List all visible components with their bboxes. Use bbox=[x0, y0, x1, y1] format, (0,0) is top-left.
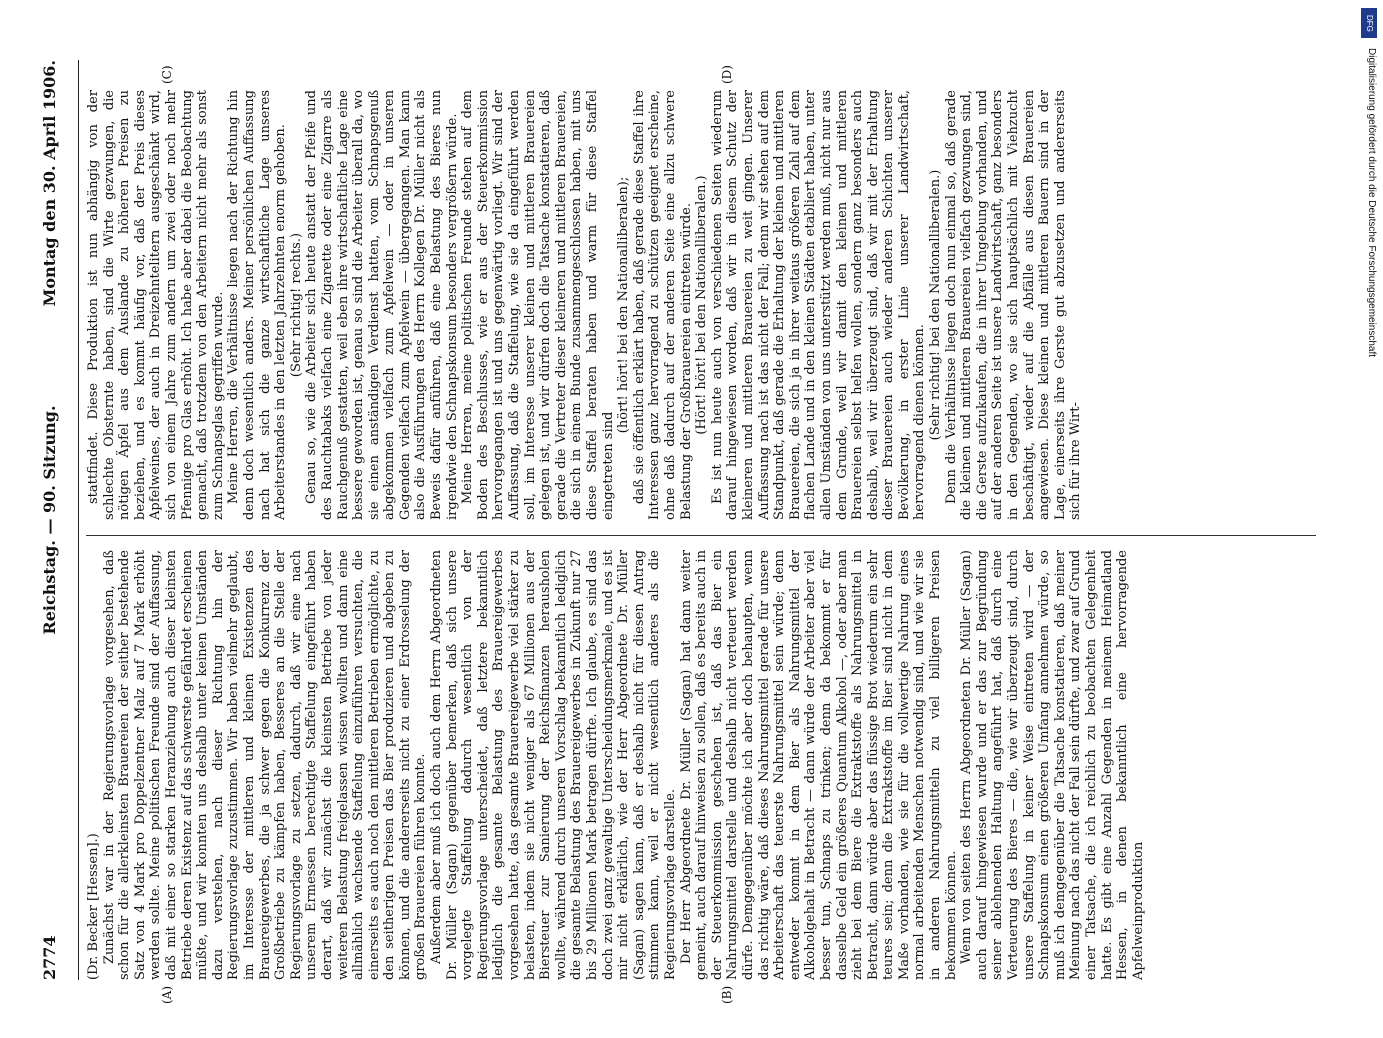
paragraph: Meine Herren, meine politischen Freunde stehen auf dem Boden des Beschlusses, wie er aus der Steuerkommission hervorgegangen ist und uns gegenwärtig vorliegt. Wir sind der Auffassung, daß die Staffelung, wie sie da eingeführt werden soll, im Interesse unserer kleinen und mittleren Brauereien gelegen ist, und wir dürfen doch die Tatsache konstatieren, daß gerade die Vertreter dieser kleineren und mittleren Brauereien, die sich in einem Bunde zusammengeschlossen haben, mit uns diese Staffel beraten haben und warm für diese Staffel eingetreten sind bbox=[460, 90, 616, 520]
interjection: (Sehr richtig! rechts.) bbox=[288, 232, 304, 378]
page-number: 2774 bbox=[40, 935, 59, 980]
paragraph: stattfindet. Diese Produktion ist nun abhängig von der schlechte Obsternte haben, sind die Wirte gezwungen, die nötigen Äpfel aus dem Auslande zu höheren Preisen zu beziehen, und es kommt häufig vor, daß der Preis dieses Apfelweines, der auch in Dreizehntelitern ausgeschänkt wird, sich von einem Jahre zum andern um zwei oder noch mehr Pfennige pro Glas erhöht. Ich habe aber dabei die Beobachtung gemacht, daß trotzdem von den Arbeitern nicht mehr als sonst zum Schnapsglas gegriffen wurde. bbox=[86, 90, 226, 520]
interjection: (hört! hört! bei den Nationalliberalen); bbox=[616, 176, 632, 434]
interjection: (Hört! hört! bei den Nationalliberalen.) bbox=[694, 175, 710, 435]
paragraph: daß sie öffentlich erklärt haben, daß gerade diese Staffel ihre Interessen ganz hervorragend zu schützen geeignet erscheine, ohne daß dadurch auf der anderen Seite eine allzu schwere Belastung der Großbrauereien eintreten würde. bbox=[631, 90, 694, 520]
rotated-newspaper-sheet bbox=[30, 60, 1330, 1004]
paragraph: Der Herr Abgeordnete Dr. Müller (Sagan) hat dann weiter gemeint, auch darauf hinweisen zu sollen, daß es bereits auch in der Steuerkommission geschehen ist, daß das Bier ein Nahrungsmittel darstelle und deshalb nicht verteuert werden dürfe. Demgegenüber möchte ich aber doch behaupten, wenn das richtig wäre, daß dieses Nahrungsmittel gerade für unsere Arbeiterschaft das teuerste Nahrungsmittel sein würde; denn entweder kommt in dem Bier als Nahrungsmittel der Alkoholgehalt in Betracht — dann würde der Arbeiter aber viel besser tun, Schnaps zu trinken; denn da bekommt er für dasselbe Geld ein größeres Quantum Alkohol —, oder aber man zieht bei dem Biere die Extraktstoffe als Nahrungsmittel in Betracht, dann würde aber das flüssige Brot wiederum ein sehr teures sein; denn die Extraktstoffe im Bier sind nicht in dem Maße vorhanden, wie sie für die vollwertige Nahrung eines normal arbeitenden Menschen notwendig sind, und wie wir sie in anderen Nahrungsmitteln zu viel billigeren Preisen bekommen können. bbox=[678, 550, 959, 980]
dfg-logo: DFG bbox=[1361, 8, 1377, 38]
column-divider bbox=[86, 535, 1316, 536]
margin-marker-b: (B) bbox=[720, 985, 734, 1004]
session-date: Montag den 30. April 1906. bbox=[40, 60, 59, 307]
paragraph: Außerdem aber muß ich doch auch dem Herrn Abgeordneten Dr. Müller (Sagan) gegenüber bemerken, daß sich unsere vorgelegte Staffelung dadurch wesentlich von der Regierungsvorlage unterscheidet, daß letztere bekanntlich lediglich die gesamte Belastung des Brauereigewerbes vorgesehen hatte, das gesamte Brauereigewerbe viel stärker zu belasten, indem sie nicht weniger als 67 Millionen aus der Biersteuer zur Sanierung der Reichsfinanzen herausholen wollte, während durch unseren Vorschlag bekanntlich lediglich die gesamte Belastung des Brauereigewerbes in Zukunft nur 27 bis 29 Millionen Mark betragen dürfte. Ich glaube, es sind das doch zwei ganz gewaltige Unterscheidungsmerkmale, und es ist mir nicht erklärlich, wie der Herr Abgeordnete Dr. Müller (Sagan) sagen kann, daß er deshalb nicht für diesen Antrag stimmen kann, weil er nicht wesentlich anderes als die Regierungsvorlage darstelle. bbox=[429, 550, 678, 980]
speaker-label: (Dr. Becker [Hessen].) bbox=[86, 833, 101, 980]
margin-marker-d: (D) bbox=[720, 65, 734, 84]
session-title: Reichstag. — 90. Sitzung. bbox=[40, 405, 59, 635]
margin-marker-c: (C) bbox=[160, 65, 174, 84]
left-text-column bbox=[86, 550, 1316, 980]
paragraph: Meine Herren, die Verhältnisse liegen nach der Richtung hin denn doch wesentlich anders. Meiner persönlichen Auffassung nach hat sich die ganze wirtschaftliche Lage unseres Arbeiterstandes in den letzten Jahrzehnten enorm gehoben. bbox=[226, 90, 289, 520]
page-header bbox=[30, 60, 79, 980]
credit-text: Digitalisierung gefördert durch die Deutsche Forschungsgemeinschaft bbox=[1366, 48, 1377, 358]
right-text-column bbox=[86, 90, 1316, 520]
paragraph: Genau so, wie die Arbeiter sich heute anstatt der Pfeife und des Rauchtabaks vielfach eine Zigarette oder eine Zigarre als Rauchgenuß gestatten, weil eben ihre wirtschaftliche Lage eine bessere geworden ist, genau so sind die Arbeiter überall da, wo sie einen anständigen Verdienst hatten, vom Schnapsgenuß abgekommen vielfach zum Apfelwein — oder in unseren Gegenden vielfach zum Apfelwein — übergegangen. Man kann also die Ausführungen des Herrn Kollegen Dr. Müller nicht als Beweis dafür anführen, daß eine Belastung des Bieres nun irgendwie den Schnapskonsum besonders vergrößern würde. bbox=[304, 90, 460, 520]
interjection: (Sehr richtig! bei den Nationalliberalen.) bbox=[928, 169, 944, 441]
paragraph: Es ist nun heute auch von verschiedenen Seiten wiederum darauf hingewiesen worden, daß wir in diesem Schutz der kleineren und mittleren Brauereien zu weit gingen. Unserer Auffassung nach ist das nicht der Fall; denn wir stehen auf dem Standpunkt, daß gerade die Erhaltung der kleinen und mittleren Brauereien, die sich ja in ihrer weitaus größeren Zahl auf dem flachen Lande und in den kleinen Städten etabliert haben, unter allen Umständen von uns unterstützt werden muß, nicht nur aus dem Grunde, weil wir damit den kleinen und mittleren Brauereien selbst helfen wollen, sondern ganz besonders auch deshalb, weil wir überzeugt sind, daß wir mit der Erhaltung dieser Brauereien auch wieder anderen Schichten unserer Bevölkerung, in erster Linie unserer Landwirtschaft, hervorragend dienen können. bbox=[709, 90, 928, 520]
margin-marker-a: (A) bbox=[160, 985, 174, 1004]
paragraph: Wenn von seiten des Herrn Abgeordneten Dr. Müller (Sagan) auch darauf hingewiesen wurde und er das zur Begründung seiner ablehnenden Haltung angeführt hat, daß durch eine Verteuerung des Bieres — die, wie wir überzeugt sind, durch unsere Staffelung in keiner Weise eintreten wird — der Schnapskonsum einen größeren Umfang annehmen würde, so muß ich demgegenüber die Tatsache konstatieren, daß meiner Meinung nach das nicht der Fall sein dürfte, und zwar auf Grund einer Tatsache, die ich reichlich zu beobachten Gelegenheit hatte. Es gibt eine Anzahl Gegenden in meinem Heimatland Hessen, in denen bekanntlich eine hervorragende Apfelweinproduktion bbox=[959, 550, 1146, 980]
paragraph: Denn die Verhältnisse liegen doch nun einmal so, daß gerade die kleinen und mittleren Brauereien vielfach gezwungen sind, die Gerste aufzukaufen, die in ihrer Umgebung vorhanden, und auf der anderen Seite ist unsere Landwirtschaft, ganz besonders in den Gegenden, wo sie sich hauptsächlich mit Viehzucht beschäftigt, wieder auf die Abfälle aus diesen Brauereien angewiesen. Diese kleinen und mittleren Bauern sind in der Lage, einerseits ihre Gerste gut abzusetzen und andererseits sich für ihre Wirt- bbox=[943, 90, 1084, 520]
digitization-credit bbox=[1359, 8, 1379, 998]
paragraph: Zunächst war in der Regierungsvorlage vorgesehen, daß schon für die allerkleinsten Brauereien der seither bestehende Satz von 4 Mark pro Doppelzentner Malz auf 7 Mark erhöht werden sollte. Meine politischen Freunde sind der Auffassung, daß mit einer so starken Heranziehung auch dieser kleinsten Betriebe deren Existenz auf das schwerste gefährdet erscheinen müßte, und wir konnten uns deshalb unter keinen Umständen dazu verstehen, nach dieser Richtung hin der Regierungsvorlage zuzustimmen. Wir haben vielmehr geglaubt, im Interesse der mittleren und kleinen Existenzen des Brauereigewerbes, die ja schwer gegen die Konkurrenz der Großbetriebe zu kämpfen haben, Besseres an die Stelle der Regierungsvorlage zu setzen, dadurch, daß wir eine nach unserem Ermessen berechtigte Staffelung eingeführt haben derart, daß wir zunächst die kleinsten Betriebe von jeder weiteren Belastung freigelassen wissen wollten und dann eine allmählich wachsende Staffelung einzuführen versuchten, die einerseits es auch noch den mittleren Betrieben ermöglichte, zu den seitherigen Preisen das Bier produzieren und abgeben zu können, und die andererseits nicht zu einer Erdrosselung der großen Brauereien führen konnte. bbox=[101, 550, 429, 980]
document-page bbox=[30, 60, 1370, 1004]
